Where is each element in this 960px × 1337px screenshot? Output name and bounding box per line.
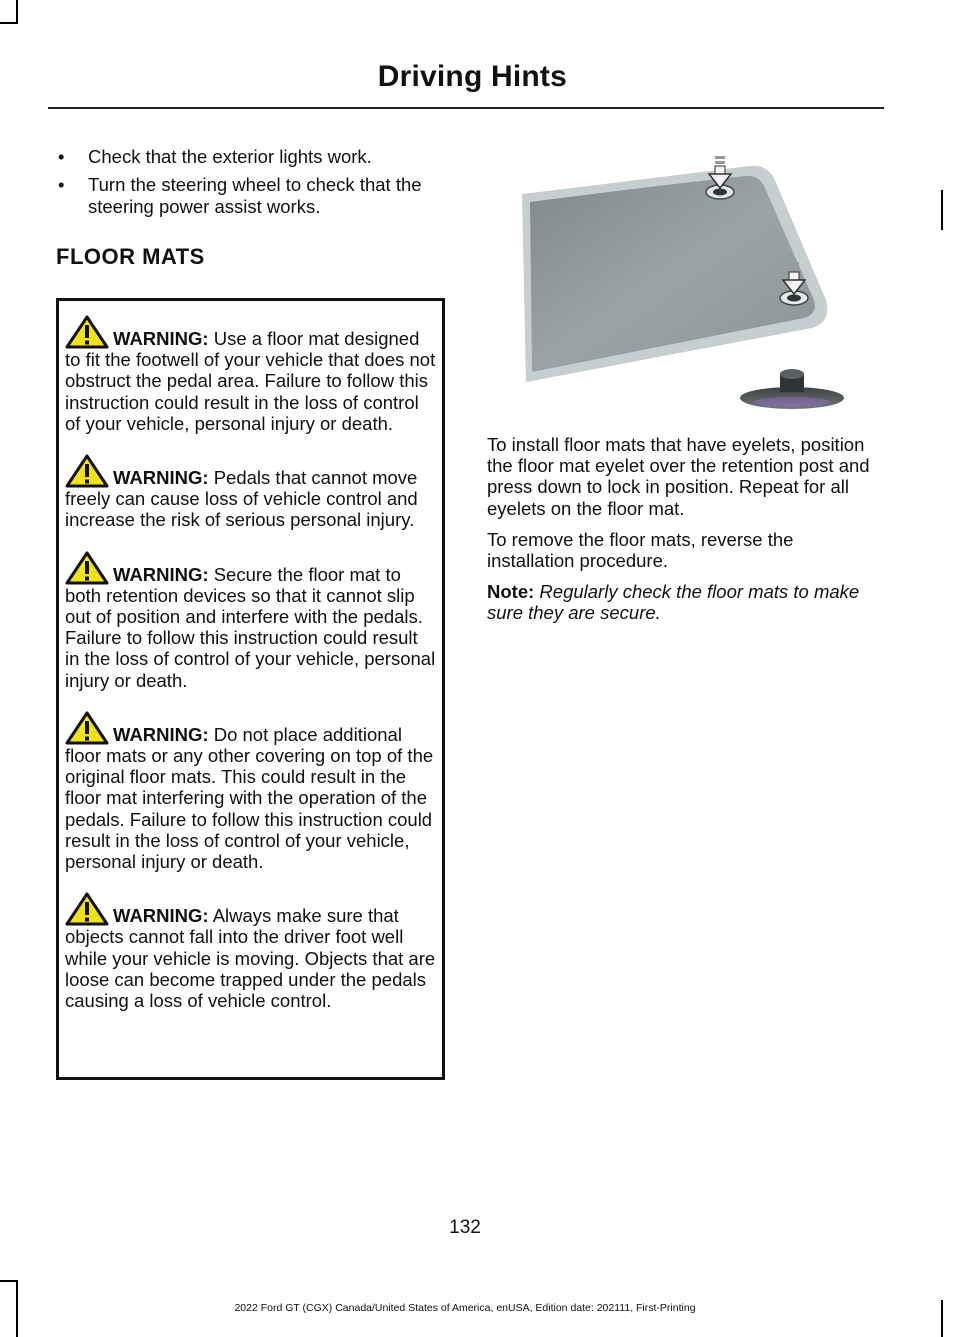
crop-mark — [16, 0, 18, 22]
warning-text: Do not place additional floor mats or any other covering on top of the original floor mats. This could result in the floor mat interfering with the operation of the pedals. Failure to follow this instruction could result in the loss of control of your vehicle, personal injury or death. — [65, 723, 434, 873]
warning-box — [56, 298, 445, 1080]
list-item: • Turn the steering wheel to check that the steering power assist works. — [58, 174, 422, 217]
note — [487, 581, 882, 623]
warning-label: WARNING: — [113, 328, 209, 349]
floor-mat — [522, 166, 827, 382]
install-paragraph: To install floor mats that have eyelets, position the floor mat eyelet over the retention post and press down to lock in position. Repeat for all eyelets on the floor mat. — [487, 434, 870, 519]
bullet-icon: • — [58, 174, 65, 195]
right-column — [487, 434, 882, 634]
page-number: 132 — [449, 1217, 481, 1238]
warning-text: Always make sure that objects cannot fall into the driver foot well while your vehicle is moving. Objects that are loose can become trapped under the pedals causing a loss of vehicle control. — [65, 905, 436, 1012]
crop-mark — [0, 22, 18, 24]
warning-label: WARNING: — [113, 905, 209, 927]
warning-label: WARNING: — [113, 723, 209, 745]
warning-triangle-icon — [65, 315, 109, 349]
header-divider — [48, 107, 884, 109]
note-label: Note: — [487, 581, 535, 603]
warning-item — [65, 315, 436, 434]
crop-mark — [941, 190, 943, 230]
floor-mat-illustration — [520, 150, 850, 412]
warning-label: WARNING: — [113, 563, 209, 585]
crop-mark — [941, 1300, 943, 1337]
warning-item — [65, 711, 436, 872]
retention-post — [740, 369, 844, 409]
warning-text: Use a floor mat designed to fit the footwell of your vehicle that does not obstruct the pedal area. Failure to follow this instruction could result in the loss of control of your vehicle, personal injury or death. — [65, 328, 436, 434]
list-item: • Check that the exterior lights work. — [58, 146, 372, 167]
section-heading: FLOOR MATS — [56, 244, 205, 269]
warning-item — [65, 892, 436, 1011]
warning-item — [65, 551, 436, 691]
page-title: Driving Hints — [377, 60, 567, 93]
footer-edition: 2022 Ford GT (CGX) Canada/United States of America, enUSA, Edition date: 202111, First-Printing — [234, 1302, 696, 1314]
warning-triangle-icon — [65, 892, 109, 926]
warning-item — [65, 454, 436, 531]
crop-mark — [0, 1280, 18, 1282]
bullet-icon: • — [58, 146, 65, 167]
remove-paragraph: To remove the floor mats, reverse the installation procedure. — [487, 528, 794, 572]
warning-triangle-icon — [65, 551, 109, 585]
left-column — [56, 146, 442, 270]
warning-text: Pedals that cannot move freely can cause loss of vehicle control and increase the risk of serious personal injury. — [65, 467, 418, 531]
warning-triangle-icon — [65, 454, 109, 488]
note-text: Regularly check the floor mats to make sure they are secure. — [487, 581, 860, 624]
warning-label: WARNING: — [113, 467, 209, 489]
bullet-list — [56, 146, 442, 218]
warning-text: Secure the floor mat to both retention devices so that it cannot slip out of position and interfere with the pedals. Failure to follow this instruction could result in the loss of control of your vehicle, personal injury or death. — [65, 563, 436, 691]
warning-triangle-icon — [65, 711, 109, 745]
